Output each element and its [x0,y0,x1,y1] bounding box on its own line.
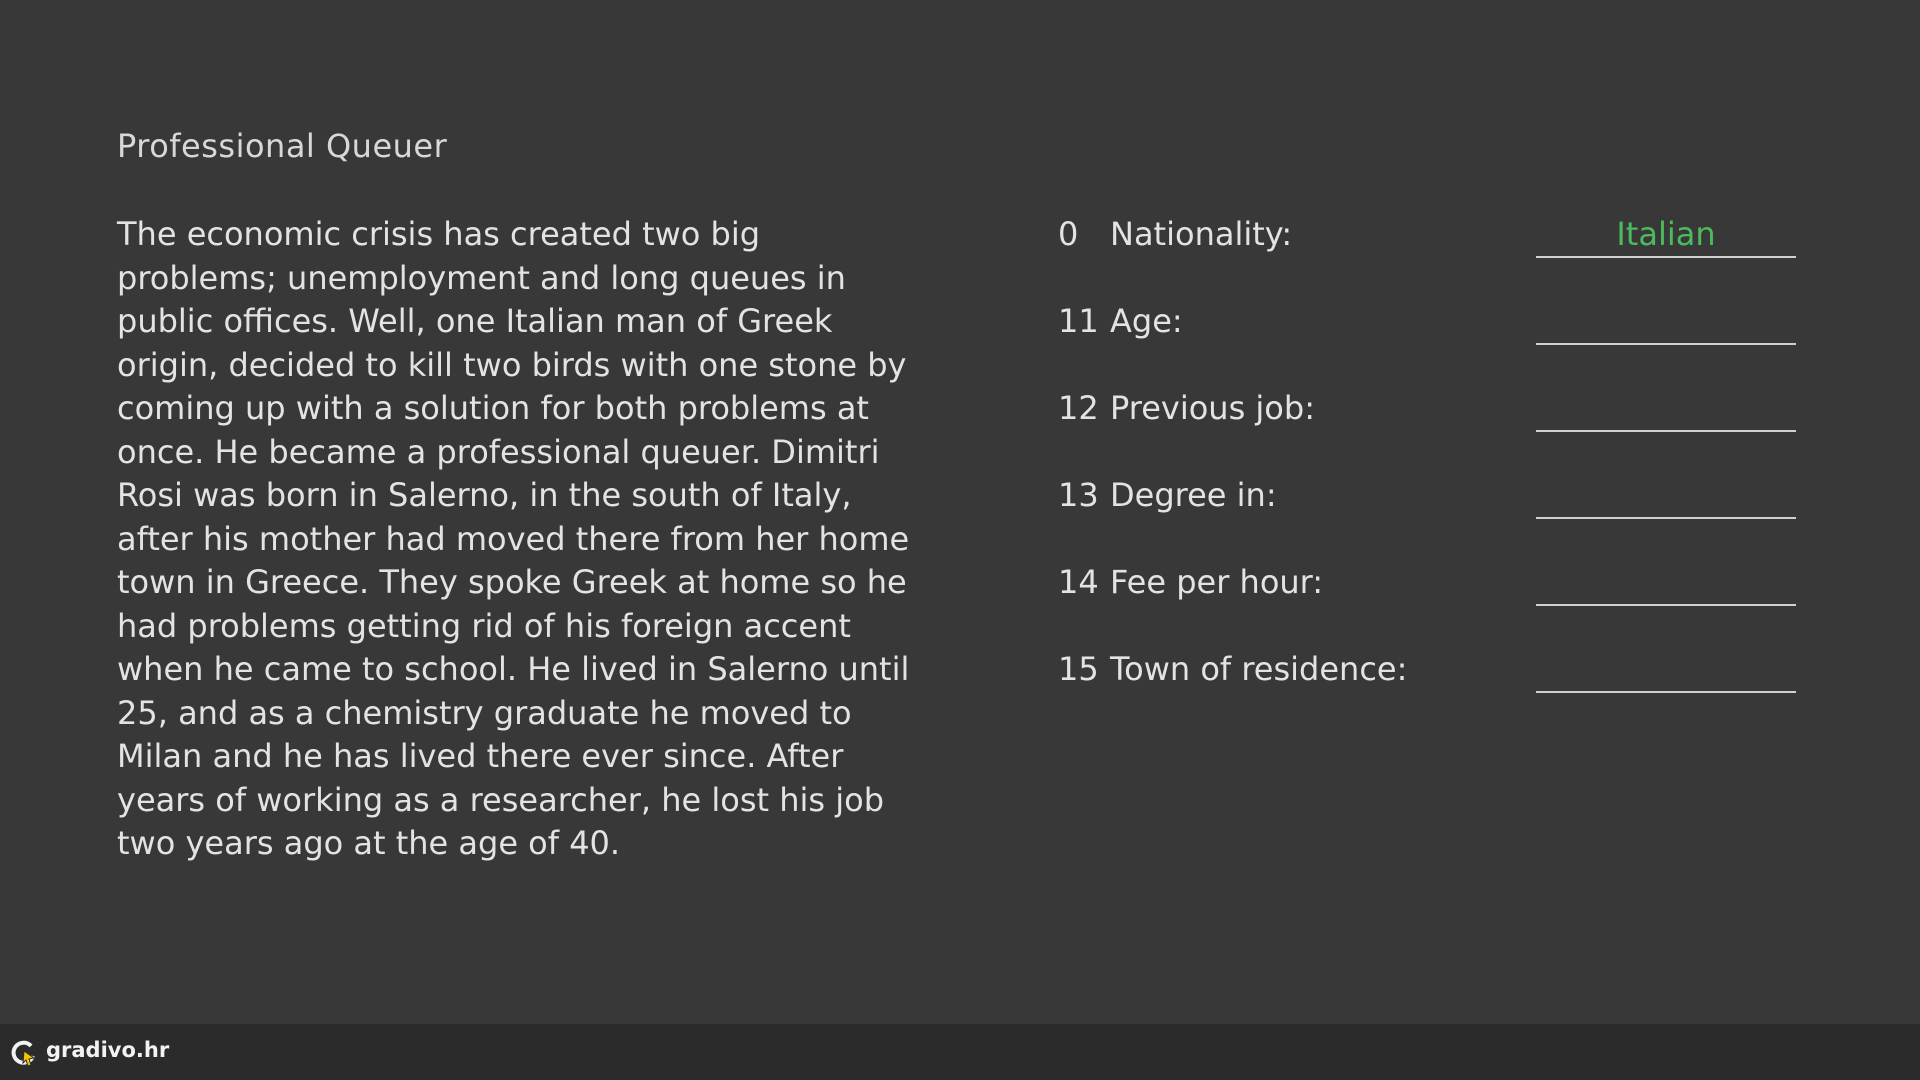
gradivo-logo-icon[interactable] [10,1039,38,1067]
question-label: Fee per hour: [1110,563,1324,601]
question-number: 0 [1058,215,1079,253]
question-number: 14 [1058,563,1099,601]
question-row [1058,474,1798,561]
answer-field-example: Italian [1536,213,1796,258]
question-row [1058,213,1798,300]
question-number: 13 [1058,476,1099,514]
answer-field-degree[interactable] [1536,474,1796,519]
question-number: 12 [1058,389,1099,427]
question-number: 15 [1058,650,1099,688]
question-label: Nationality: [1110,215,1293,253]
answer-field-previous-job[interactable] [1536,387,1796,432]
question-row [1058,648,1798,735]
answer-field-age[interactable] [1536,300,1796,345]
question-label: Degree in: [1110,476,1277,514]
exercise-title: Professional Queuer [117,127,448,165]
question-number: 11 [1058,302,1099,340]
question-list [1058,213,1798,735]
question-label: Previous job: [1110,389,1315,427]
question-row [1058,387,1798,474]
question-row [1058,561,1798,648]
reading-passage: The economic crisis has created two big problems; unemployment and long queues in public offices. Well, one Italian man of Greek origin, decided to kill two birds with one stone by coming up with a solution for both problems at once. He became a professional queuer. Dimitri Rosi was born in Salerno, in the south of Italy, after his mother had moved there from her home town in Greece. They spoke Greek at home so he had problems getting rid of his foreign accent when he came to school. He lived in Salerno until 25, and as a chemistry graduate he moved to Milan and he has lived there ever since. After years of working as a researcher, he lost his job two years ago at the age of 40. [117,215,910,862]
footer-bar [0,1024,1920,1080]
brand-link[interactable]: gradivo.hr [46,1038,170,1062]
question-label: Town of residence: [1110,650,1408,688]
question-row [1058,300,1798,387]
question-label: Age: [1110,302,1183,340]
answer-field-town[interactable] [1536,648,1796,693]
answer-field-fee[interactable] [1536,561,1796,606]
